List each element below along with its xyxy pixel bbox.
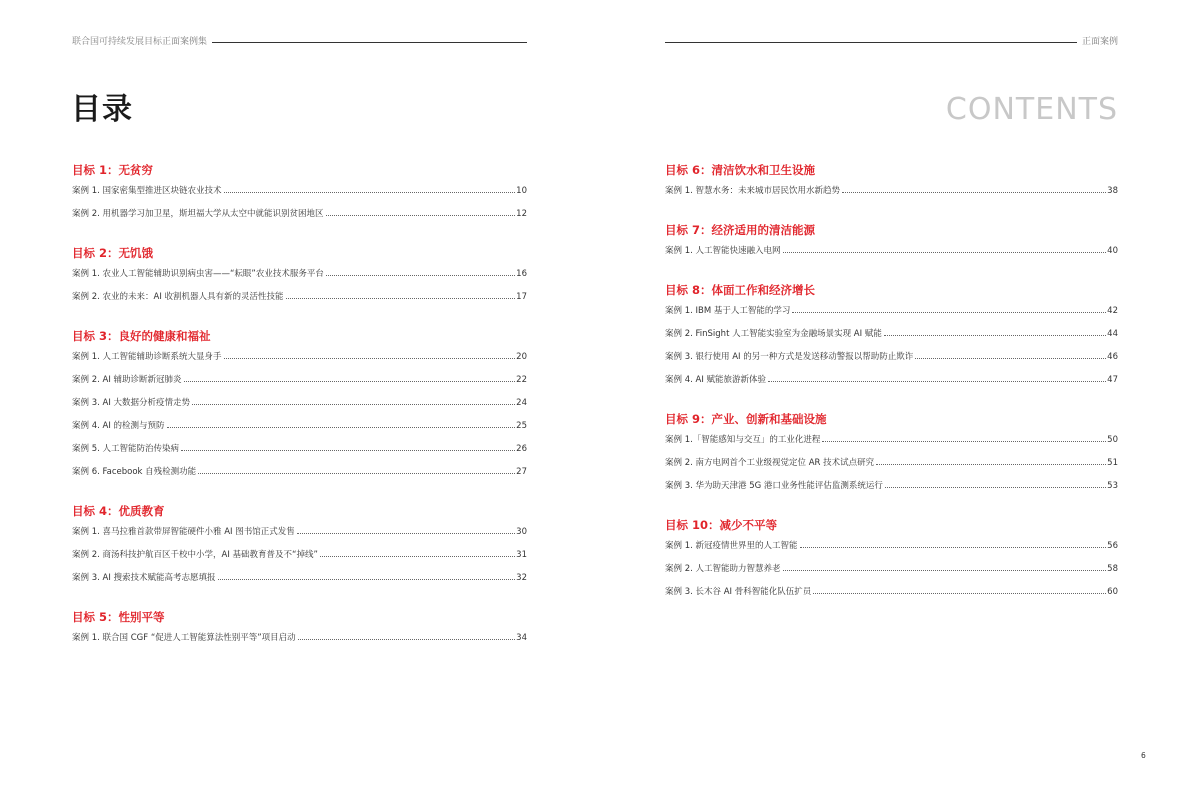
toc-section [665,162,1118,197]
dot-leader [884,335,1106,336]
entry-title: 案例 1. IBM 基于人工智能的学习 [665,306,791,316]
entry-page-number: 44 [1107,329,1118,339]
entry-title: 案例 1. 国家密集型推进区块链农业技术 [72,186,222,196]
header-right-title: 正面案例 [1081,37,1118,47]
entry-title: 案例 1. 农业人工智能辅助识别病虫害——“耘眼”农业技术服务平台 [72,269,324,279]
toc-section [72,245,527,303]
toc-entry[interactable] [665,480,1118,492]
entry-page-number: 26 [516,444,527,454]
entry-title: 案例 2. 商汤科技护航百区千校中小学，AI 基础教育普及不“掉线” [72,550,318,560]
toc-section [72,328,527,478]
toc-section [665,282,1118,386]
toc-entry[interactable] [665,586,1118,598]
entry-title: 案例 1.「智能感知与交互」的工业化进程 [665,435,821,445]
toc-entry[interactable] [665,351,1118,363]
dot-leader [184,381,516,382]
header-right-rule [665,42,1077,43]
entry-title: 案例 3. 银行使用 AI 的另一种方式是发送移动警报以帮助防止欺诈 [665,352,914,362]
toc-entry[interactable] [665,305,1118,317]
entry-page-number: 22 [516,375,527,385]
header-left-rule [212,42,527,43]
entry-title: 案例 1. 人工智能辅助诊断系统大显身手 [72,352,222,362]
toc-entry[interactable] [665,245,1118,257]
entry-title: 案例 3. 长木谷 AI 骨科智能化队伍扩员 [665,587,812,597]
entry-title: 案例 4. AI 赋能旅游新体验 [665,375,767,385]
dot-leader [822,441,1106,442]
entry-title: 案例 3. AI 搜索技术赋能高考志愿填报 [72,573,216,583]
dot-leader [326,275,515,276]
entry-title: 案例 2. FinSight 人工智能实验室为金融场景实现 AI 赋能 [665,329,882,339]
dot-leader [768,381,1106,382]
entry-page-number: 58 [1107,564,1118,574]
toc-entry[interactable] [665,374,1118,386]
section-heading: 目标 2：无饥饿 [72,246,154,260]
entry-page-number: 17 [516,292,527,302]
dot-leader [198,473,515,474]
toc-entry[interactable] [72,374,527,386]
toc-entry[interactable] [665,457,1118,469]
page-title-en: CONTENTS [945,92,1118,127]
entry-page-number: 51 [1107,458,1118,468]
section-heading: 目标 9：产业、创新和基础设施 [665,412,827,426]
section-heading: 目标 7：经济适用的清洁能源 [665,223,816,237]
toc-entry[interactable] [72,268,527,280]
toc-entry[interactable] [665,328,1118,340]
toc-section [72,162,527,220]
dot-leader [842,192,1106,193]
entry-page-number: 30 [516,527,527,537]
entry-page-number: 40 [1107,246,1118,256]
entry-page-number: 25 [516,421,527,431]
header-left [72,36,527,48]
page-number: 6 [1141,751,1146,760]
toc-entry[interactable] [665,540,1118,552]
entry-title: 案例 2. 南方电网首个工业级视觉定位 AR 技术试点研究 [665,458,875,468]
toc-entry[interactable] [72,291,527,303]
entry-title: 案例 2. 农业的未来：AI 收割机器人具有新的灵活性技能 [72,292,284,302]
toc-entry[interactable] [72,572,527,584]
toc-entry[interactable] [72,420,527,432]
section-heading: 目标 1：无贫穷 [72,163,154,177]
entry-page-number: 42 [1107,306,1118,316]
entry-page-number: 46 [1107,352,1118,362]
toc-entry[interactable] [72,351,527,363]
entry-title: 案例 3. 华为助天津港 5G 港口业务性能评估监测系统运行 [665,481,883,491]
toc-entry[interactable] [72,632,527,644]
entry-title: 案例 1. 新冠疫情世界里的人工智能 [665,541,798,551]
entry-page-number: 60 [1107,587,1118,597]
toc-entry[interactable] [72,526,527,538]
dot-leader [224,358,516,359]
entry-title: 案例 1. 人工智能快速融入电网 [665,246,781,256]
entry-title: 案例 2. AI 辅助诊断新冠肺炎 [72,375,182,385]
entry-title: 案例 2. 人工智能助力智慧养老 [665,564,781,574]
toc-entry[interactable] [665,434,1118,446]
entry-title: 案例 1. 喜马拉雅首款带屏智能硬件小雅 AI 图书馆正式发售 [72,527,295,537]
toc-entry[interactable] [72,549,527,561]
toc-right-column [665,162,1118,623]
entry-title: 案例 1. 联合国 CGF “促进人工智能算法性别平等”项目启动 [72,633,296,643]
toc-entry[interactable] [72,185,527,197]
dot-leader [326,215,516,216]
entry-page-number: 27 [516,467,527,477]
dot-leader [167,427,516,428]
toc-entry[interactable] [72,466,527,478]
dot-leader [813,593,1106,594]
entry-page-number: 16 [516,269,527,279]
entry-title: 案例 4. AI 的检测与预防 [72,421,165,431]
entry-page-number: 24 [516,398,527,408]
dot-leader [192,404,515,405]
dot-leader [885,487,1106,488]
toc-section [72,503,527,584]
toc-section [665,222,1118,257]
entry-page-number: 32 [516,573,527,583]
toc-entry[interactable] [665,563,1118,575]
entry-page-number: 53 [1107,481,1118,491]
section-heading: 目标 5：性别平等 [72,610,165,624]
header-right [665,36,1118,48]
toc-section [665,517,1118,598]
dot-leader [915,358,1106,359]
entry-page-number: 34 [516,633,527,643]
dot-leader [224,192,516,193]
entry-page-number: 12 [516,209,527,219]
toc-section [665,411,1118,492]
section-heading: 目标 8：体面工作和经济增长 [665,283,816,297]
entry-title: 案例 6. Facebook 自残检测功能 [72,467,197,477]
entry-title: 案例 2. 用机器学习加卫星，斯坦福大学从太空中就能识别贫困地区 [72,209,324,219]
entry-title: 案例 3. AI 大数据分析疫情走势 [72,398,191,408]
toc-left-column [72,162,527,669]
dot-leader [800,547,1107,548]
section-heading: 目标 4：优质教育 [72,504,165,518]
header-left-title: 联合国可持续发展目标正面案例集 [72,37,208,47]
entry-title: 案例 1. 智慧水务：未来城市居民饮用水新趋势 [665,186,841,196]
toc-entry[interactable] [665,185,1118,197]
entry-page-number: 10 [516,186,527,196]
toc-section [72,609,527,644]
toc-entry[interactable] [72,397,527,409]
dot-leader [320,556,515,557]
section-heading: 目标 3：良好的健康和福祉 [72,329,211,343]
dot-leader [298,639,516,640]
entry-page-number: 38 [1107,186,1118,196]
toc-entry[interactable] [72,443,527,455]
entry-page-number: 47 [1107,375,1118,385]
dot-leader [792,312,1106,313]
dot-leader [218,579,516,580]
toc-entry[interactable] [72,208,527,220]
page-title-cn: 目录 [71,92,133,127]
entry-page-number: 56 [1107,541,1118,551]
entry-page-number: 20 [516,352,527,362]
dot-leader [286,298,516,299]
dot-leader [297,533,515,534]
dot-leader [181,450,515,451]
entry-title: 案例 5. 人工智能防治传染病 [72,444,180,454]
entry-page-number: 50 [1107,435,1118,445]
dot-leader [876,464,1106,465]
section-heading: 目标 6：清洁饮水和卫生设施 [665,163,816,177]
dot-leader [783,570,1107,571]
section-heading: 目标 10：减少不平等 [665,518,778,532]
dot-leader [783,252,1107,253]
entry-page-number: 31 [516,550,527,560]
